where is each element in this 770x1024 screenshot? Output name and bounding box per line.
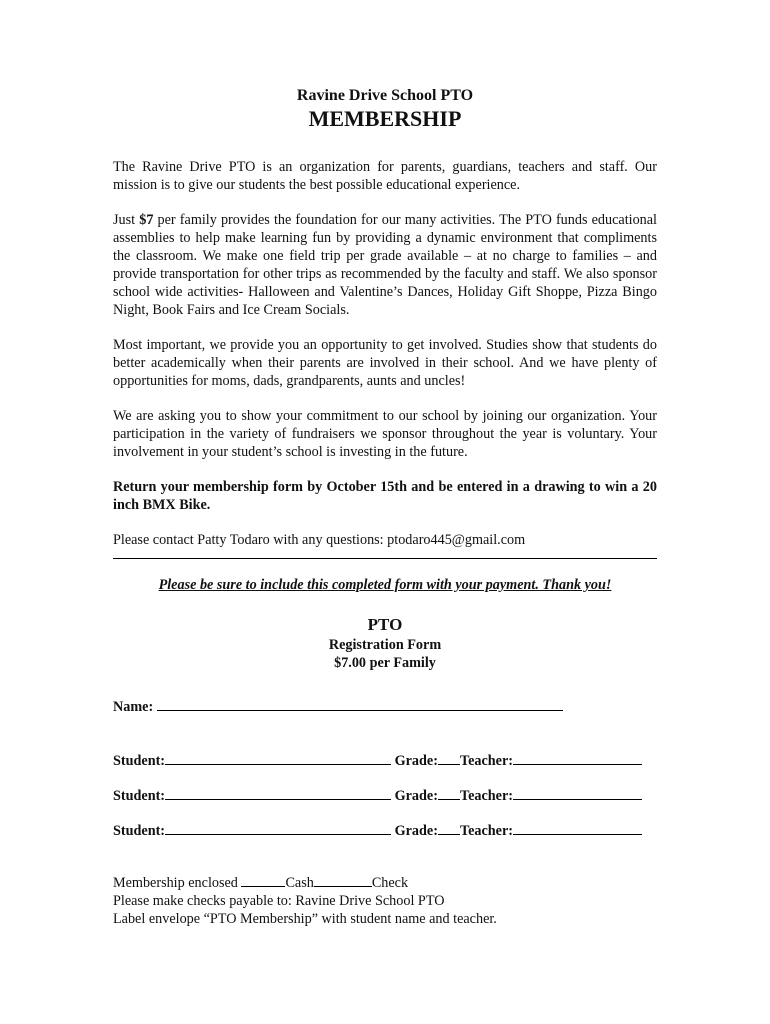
name-field[interactable]	[157, 696, 563, 711]
grade-field[interactable]	[438, 820, 460, 835]
grade-label: Grade:	[394, 753, 438, 769]
footer-block	[113, 874, 657, 928]
separator-rule	[113, 558, 657, 559]
name-label: Name:	[113, 699, 154, 715]
check-checkbox-line[interactable]	[314, 874, 372, 887]
involvement-paragraph: Most important, we provide you an opportunity to get involved. Studies show that students do better academically when their parents are involved in their school. And we have plenty of opportunities for moms, dads, grandparents, aunts and uncles!	[113, 337, 657, 389]
enclosed-label: Membership enclosed	[113, 875, 238, 891]
envelope-line: Label envelope “PTO Membership” with student name and teacher.	[113, 911, 497, 927]
student-label: Student:	[113, 753, 166, 769]
intro-paragraph: The Ravine Drive PTO is an organization for parents, guardians, teachers and staff. Our mission is to give our students the best possible educational experience.	[113, 159, 657, 193]
cash-label: Cash	[285, 875, 314, 891]
form-price: $7.00 per Family	[334, 655, 436, 671]
payable-line: Please make checks payable to: Ravine Drive School PTO	[113, 893, 445, 909]
teacher-field[interactable]	[513, 785, 642, 800]
grade-field[interactable]	[438, 750, 460, 765]
student-label: Student:	[113, 788, 166, 804]
contact-paragraph: Please contact Patty Todaro with any questions: ptodaro445@gmail.com	[113, 532, 526, 548]
grade-label: Grade:	[394, 823, 438, 839]
funds-text: per family provides the foundation for our many activities. The PTO funds educational assemblies to help make learning fun by providing a dynamic environment that compliments the classroom. We make one field trip per grade available – at no charge to families – and provide transportation for other trips as recommended by the faculty and staff. We also sponsor school wide activities- Halloween and Valentine’s Dances, Holiday Gift Shoppe, Pizza Bingo Night, Book Fairs and Ice Cream Socials.	[113, 212, 657, 318]
student-row-1	[113, 750, 657, 770]
student-name-field[interactable]	[165, 750, 391, 765]
funds-paragraph	[113, 211, 657, 319]
student-row-3	[113, 820, 657, 840]
payment-reminder: Please be sure to include this completed form with your payment. Thank you!	[158, 577, 612, 593]
student-name-field[interactable]	[165, 785, 391, 800]
teacher-label: Teacher:	[459, 753, 513, 769]
student-name-field[interactable]	[165, 820, 391, 835]
enclosed-row	[113, 874, 657, 892]
page-title: MEMBERSHIP	[308, 106, 462, 131]
student-label: Student:	[113, 823, 166, 839]
grade-field[interactable]	[438, 785, 460, 800]
check-label: Check	[371, 875, 409, 891]
document-page	[113, 86, 657, 928]
grade-label: Grade:	[394, 788, 438, 804]
funds-price: $7	[139, 212, 154, 228]
form-subtitle: Registration Form	[328, 637, 442, 653]
name-row	[113, 696, 657, 716]
commitment-paragraph: We are asking you to show your commitment to our school by joining our organization. Your participation in the variety of fundraisers we sponsor throughout the year is voluntary. Your involvement in your student’s school is investing in the future.	[113, 408, 657, 460]
teacher-label: Teacher:	[459, 788, 513, 804]
funds-prefix: Just	[113, 212, 140, 228]
drawing-paragraph: Return your membership form by October 15th and be entered in a drawing to win a 20 inch BMX Bike.	[113, 479, 657, 513]
form-title: PTO	[367, 615, 403, 634]
cash-checkbox-line[interactable]	[241, 874, 285, 887]
teacher-label: Teacher:	[459, 823, 513, 839]
org-name: Ravine Drive School PTO	[296, 87, 474, 104]
student-row-2	[113, 785, 657, 805]
teacher-field[interactable]	[513, 820, 642, 835]
teacher-field[interactable]	[513, 750, 642, 765]
